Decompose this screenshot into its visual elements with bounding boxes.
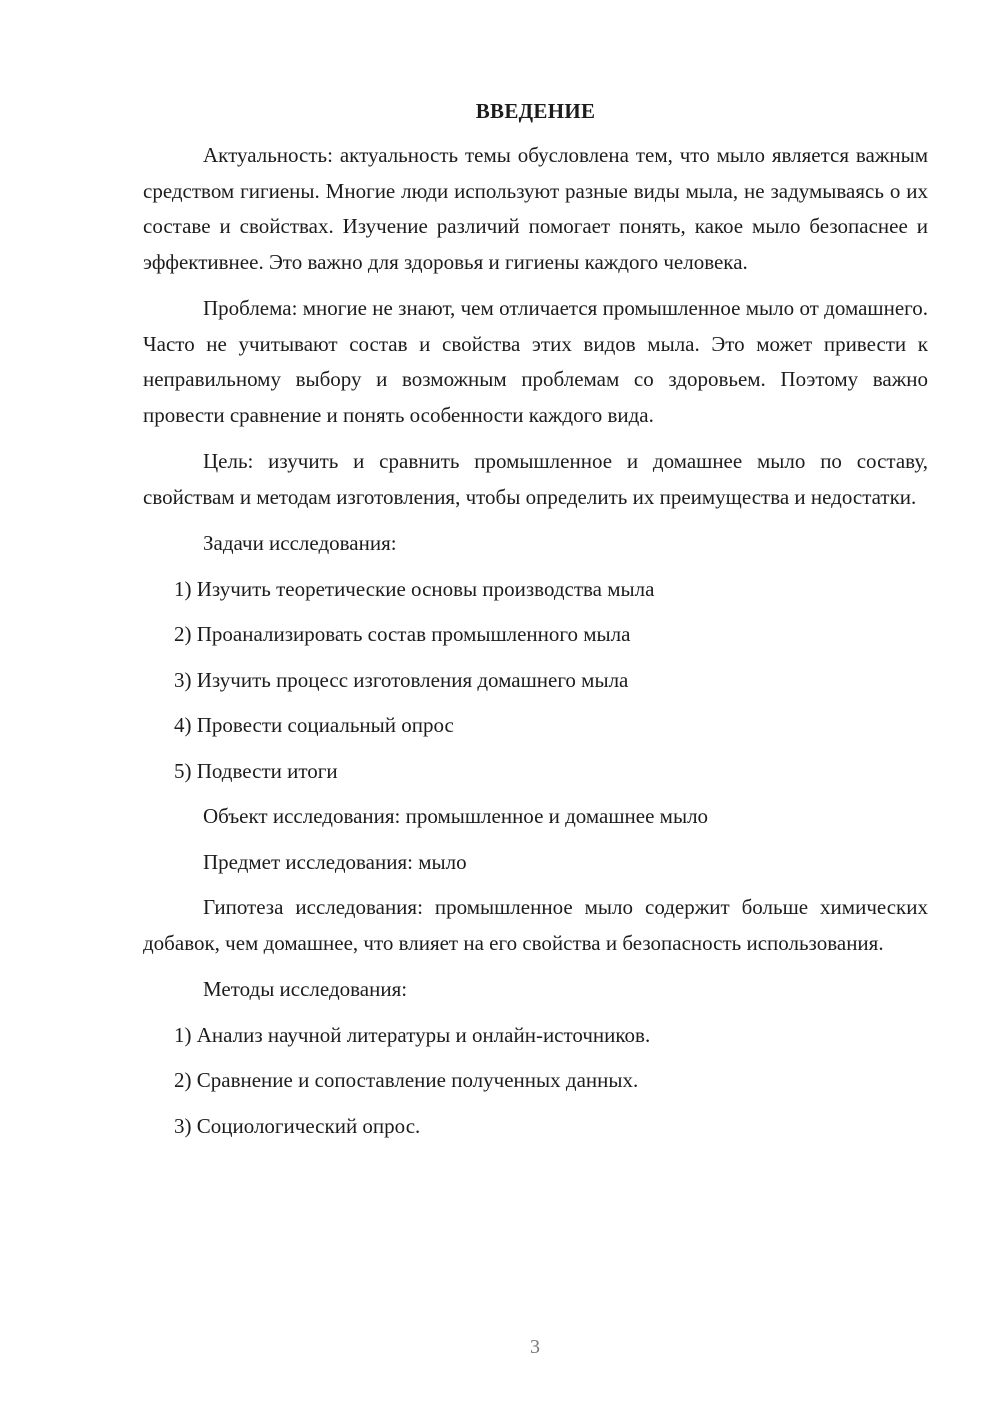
task-item: 3) Изучить процесс изготовления домашнего мыла	[174, 667, 629, 692]
tasks-heading: Задачи исследования:	[203, 531, 397, 555]
page-number: 3	[530, 1336, 540, 1358]
methods-heading: Методы исследования:	[203, 977, 408, 1001]
task-item: 2) Проанализировать состав промышленного мыла	[174, 622, 631, 646]
hypothesis-paragraph: Гипотеза исследования: промышленное мыло содержит больше химических добавок, чем домашнее, что влияет на его свойства и безопасность использования.	[143, 895, 928, 955]
problem-paragraph: Проблема: многие не знают, чем отличается промышленное мыло от домашнего. Часто не учитывают состав и свойства этих видов мыла. Это может привести к неправильному выбору и возможным проблемам со здоровьем. Поэтому важно провести сравнение и понять особенности каждого вида.	[143, 296, 928, 427]
page-content	[143, 96, 928, 1154]
task-item: 5) Подвести итоги	[174, 758, 338, 783]
research-subject: Предмет исследования: мыло	[203, 849, 467, 874]
task-item: 1) Изучить теоретические основы производства мыла	[174, 576, 655, 601]
method-item: 2) Сравнение и сопоставление полученных данных.	[174, 1068, 639, 1092]
task-item: 4) Провести социальный опрос	[174, 713, 454, 737]
goal-paragraph: Цель: изучить и сравнить промышленное и домашнее мыло по составу, свойствам и методам изготовления, чтобы определить их преимущества и недостатки.	[143, 449, 928, 509]
method-item: 1) Анализ научной литературы и онлайн-источников.	[174, 1022, 651, 1047]
relevance-paragraph: Актуальность: актуальность темы обусловлена тем, что мыло является важным средством гигиены. Многие люди используют разные виды мыла, не задумываясь о их составе и свойствах. Изучение различий помогает понять, какое мыло безопаснее и эффективнее. Это важно для здоровья и гигиены каждого человека.	[143, 143, 928, 274]
method-item: 3) Социологический опрос.	[174, 1113, 421, 1138]
section-title: ВВЕДЕНИЕ	[475, 99, 596, 123]
research-object: Объект исследования: промышленное и домашнее мыло	[203, 804, 709, 828]
